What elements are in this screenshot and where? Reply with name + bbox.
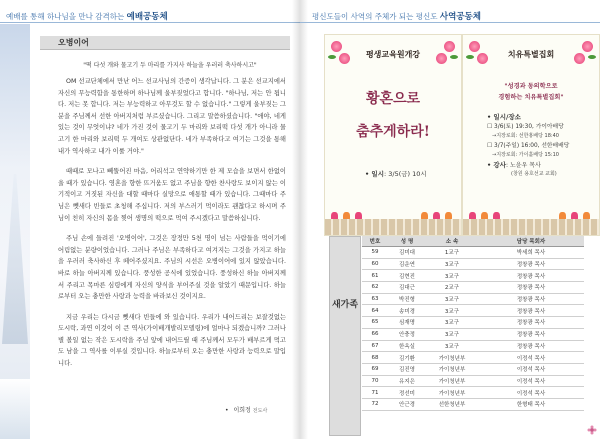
lifelong-education-card bbox=[324, 34, 462, 236]
cell-group: 1교구 bbox=[426, 247, 478, 259]
right-header bbox=[312, 10, 481, 22]
table-row bbox=[362, 247, 584, 259]
card2-speaker-value: : 노윤우 목사 bbox=[505, 161, 541, 169]
cell-name: 안충정 bbox=[388, 328, 426, 340]
bullet-icon: • bbox=[487, 160, 494, 169]
checkbox-icon: ☐ bbox=[487, 123, 495, 130]
cell-name: 유지은 bbox=[388, 375, 426, 387]
card1-date-value: : 3/5(금) 10시 bbox=[383, 170, 427, 178]
col-header-group: 소 속 bbox=[426, 236, 478, 247]
cell-number: 64 bbox=[362, 305, 388, 317]
table-row bbox=[362, 305, 584, 317]
cell-number: 67 bbox=[362, 340, 388, 352]
newcomers-table bbox=[362, 236, 584, 411]
table-row bbox=[362, 317, 584, 329]
card2-speaker-label: 강사 bbox=[493, 160, 506, 169]
section-title-bar bbox=[40, 36, 290, 50]
cell-group: 가이청년부 bbox=[426, 352, 478, 364]
article-body bbox=[58, 76, 286, 379]
cell-name: 한옥실 bbox=[388, 340, 426, 352]
newcomers-label-box bbox=[329, 236, 361, 436]
cell-group: 3교구 bbox=[426, 293, 478, 305]
checkbox-icon: ☐ bbox=[487, 142, 495, 149]
bullet-icon: • bbox=[487, 113, 494, 121]
table-row bbox=[362, 293, 584, 305]
right-header-rule bbox=[300, 22, 600, 23]
tulip-fence-decoration bbox=[325, 197, 461, 235]
healing-meeting-card bbox=[462, 34, 600, 236]
cell-pastor: 박세희 목사 bbox=[478, 247, 584, 259]
right-header-prefix: 평신도들이 사역의 주체가 되는 평신도 bbox=[312, 12, 438, 21]
cell-pastor: 정창광 목사 bbox=[478, 293, 584, 305]
cell-number: 68 bbox=[362, 352, 388, 364]
cell-group: 3교구 bbox=[426, 258, 478, 270]
page-fold-shadow bbox=[292, 0, 300, 439]
cell-pastor: 정창광 목사 bbox=[478, 258, 584, 270]
arrow-icon: → bbox=[492, 133, 497, 139]
cell-group: 2교구 bbox=[426, 282, 478, 294]
snow-ground bbox=[0, 379, 30, 439]
card2-session1: 3/6(토) 19:30, 가이아배당 bbox=[494, 123, 564, 130]
article-paragraph-1: OM 선교단체에서 만난 어느 선교사님의 간증이 생각납니다. 그 분은 선교지에서 자신의 무능력함을 통한하며 하나님께 울부짖었다고 합니다. "하나님, 저는 안 됩니다. 저는 못 합니다. 저는 부능력하고 아무것도 할 수 없습니다." 그렇게 울부짖는 그 분을 주님께서 선한 아버지처럼 부르셨습니다. 그리고 말씀하셨습니다. "애야, 네게 있는 것이 무엇이냐? 네가 가진 것이 물고기 두 마리와 보리떡 다섯 개가 아니라 물고기 한 마리와 보리떡 두 개여도 상관없단다. 네가 부족하다고 여기는 그것을 통해 내가 역사하고 내가 이룰 거야." bbox=[58, 78, 286, 155]
cell-group: 3교구 bbox=[426, 328, 478, 340]
left-header bbox=[6, 10, 168, 22]
card2-subtitle-line2: 경험하는 치유특별집회" bbox=[498, 94, 564, 101]
cell-group: 3교구 bbox=[426, 340, 478, 352]
table-row bbox=[362, 328, 584, 340]
table-row bbox=[362, 398, 584, 410]
card2-when-label: 일시/장소 bbox=[493, 113, 521, 121]
cell-number: 72 bbox=[362, 398, 388, 410]
right-header-church: 사역공동체 bbox=[439, 12, 481, 22]
signature bbox=[225, 405, 267, 414]
bullet-icon: • bbox=[365, 170, 372, 178]
table-row bbox=[362, 363, 584, 375]
card2-info bbox=[487, 113, 597, 180]
page-fold-shadow bbox=[300, 0, 308, 439]
article-paragraph-4: 지금 우리는 다시금 뻿새다 빈들에 와 있습니다. 우리가 내어드리는 보잘것없는 도시락, 과연 이것이 이 큰 역사(가이배개발리모델링)에 얼마나 되겠습니까? 그러나 별 볼일 없는 작은 도시락을 주님 앞에 내어드릴 때 주님께서 모두가 배부르게 먹고도 남을 그 역사를 이루실 것입니다. 하늘로부터 오는 충만한 사랑과 능력으로 말입니다. bbox=[58, 313, 286, 368]
cell-pastor: 정창광 목사 bbox=[478, 317, 584, 329]
card1-title: 평생교육원개강 bbox=[365, 50, 421, 59]
cell-name: 심재명 bbox=[388, 317, 426, 329]
card2-session1-sub: 지장로회: 선한홍배당 18:40 bbox=[496, 133, 559, 139]
card2-subtitle-line1: "성경과 동의학으로 bbox=[504, 83, 558, 90]
cell-number: 62 bbox=[362, 282, 388, 294]
card2-session2: 3/7(주일) 16:00, 선한배배당 bbox=[494, 142, 570, 149]
card2-title: 치유특별집회 bbox=[507, 50, 555, 59]
cell-group: 선한청년부 bbox=[426, 398, 478, 410]
cell-number: 65 bbox=[362, 317, 388, 329]
cell-pastor: 한형태 목사 bbox=[478, 398, 584, 410]
cell-number: 66 bbox=[362, 328, 388, 340]
cell-number: 70 bbox=[362, 375, 388, 387]
cell-name: 김현진 bbox=[388, 270, 426, 282]
cell-group: 3교구 bbox=[426, 305, 478, 317]
left-header-prefix: 예배를 통해 하나님을 만나 감격하는 bbox=[6, 12, 125, 21]
cell-name: 정선미 bbox=[388, 387, 426, 399]
card1-banner-line2: 춤추게하라! bbox=[356, 124, 430, 140]
cell-pastor: 이정석 목사 bbox=[478, 375, 584, 387]
snow-tree-shape bbox=[2, 174, 28, 344]
card2-speaker-sub: (창원 용호선교 교회) bbox=[511, 171, 557, 177]
card1-date bbox=[365, 169, 427, 178]
cell-number: 60 bbox=[362, 258, 388, 270]
card1-date-label: 일시 bbox=[371, 170, 384, 178]
cell-number: 59 bbox=[362, 247, 388, 259]
table-row bbox=[362, 387, 584, 399]
cell-name: 김운연 bbox=[388, 258, 426, 270]
left-header-rule bbox=[0, 22, 300, 23]
cell-number: 61 bbox=[362, 270, 388, 282]
cell-group: 3교구 bbox=[426, 317, 478, 329]
article-paragraph-2: 때때로 모나고 뻬뚤어진 마음, 어리석고 연약하기만 한 제 모습을 보면서 한없이 울 때가 있습니다. 영혼을 향한 뜨거움도 없고 주님을 향한 찬사랑도 보이지 않는 이기적이고 거짓된 자신을 대할 때마다 실망으로 애통할 때가 있습니다. 그때마다 주님은 뻿새다 빈들로 초청해 주십니다. 저의 부스러기 먹이라도 괜찮다고 하시며 주님이 친히 자신의 몸을 찢어 생명의 떡으로 먹여 주시겠다고 말씀하십니다. bbox=[58, 168, 286, 222]
cell-pastor: 이정석 목사 bbox=[478, 352, 584, 364]
section-title: 오병이어 bbox=[58, 38, 89, 47]
fence bbox=[463, 219, 599, 235]
bullet-icon: • bbox=[225, 407, 229, 414]
signature-role: 전도사 bbox=[252, 408, 268, 414]
cell-name: 송미경 bbox=[388, 305, 426, 317]
cell-pastor: 정창광 목사 bbox=[478, 340, 584, 352]
table-row bbox=[362, 375, 584, 387]
card1-banner-line1: 황혼으로 bbox=[365, 91, 421, 107]
cell-name: 김기환 bbox=[388, 352, 426, 364]
flower-ornament-icon bbox=[587, 425, 597, 435]
newcomers-label: 새가족 bbox=[331, 300, 359, 310]
table-header-row bbox=[362, 236, 584, 247]
card2-subtitle bbox=[463, 81, 599, 103]
arrow-icon: → bbox=[492, 152, 497, 158]
cell-pastor: 이정석 목사 bbox=[478, 363, 584, 375]
cell-group: 가이청년부 bbox=[426, 375, 478, 387]
cell-name: 안근경 bbox=[388, 398, 426, 410]
cell-number: 63 bbox=[362, 293, 388, 305]
cell-pastor: 정창광 목사 bbox=[478, 282, 584, 294]
cell-pastor: 이정석 목사 bbox=[478, 387, 584, 399]
cell-group: 3교구 bbox=[426, 270, 478, 282]
table-row bbox=[362, 340, 584, 352]
table-row bbox=[362, 258, 584, 270]
table-row bbox=[362, 282, 584, 294]
cell-pastor: 정창광 목사 bbox=[478, 328, 584, 340]
fence bbox=[325, 219, 461, 235]
table-row bbox=[362, 352, 584, 364]
cell-pastor: 정창광 목사 bbox=[478, 270, 584, 282]
scripture-verse: "떡 다섯 개와 물고기 두 마리를 가지사 하늘을 우러러 축사하시고" bbox=[83, 62, 257, 69]
cell-number: 71 bbox=[362, 387, 388, 399]
signature-name: 이희정 bbox=[233, 407, 251, 414]
article-paragraph-3: 주님 손에 들려진 '오병이어', 그것은 장정만 5천 명이 넘는 사람들을 먹이기에 어림없는 분량이었습니다. 그러나 주님은 부족하다고 여겨지는 그것을 가지고 하늘을 우러러 축사하신 후 떼어주셨지요. 주님의 시선은 오병이어에 있지 않았습니다. 바로 하늘 아버지께 있습니다. 풍성한 공식에 있었습니다. 풍성하신 하늘 아버지께서 주리고 목마른 심령에게 자신의 양식을 부어주실 것을 알았기 때문입니다. 하늘로부터 오는 충만한 사랑과 능력을 바라보신 것이지요. bbox=[58, 235, 286, 301]
table-row bbox=[362, 270, 584, 282]
cell-pastor: 정창광 목사 bbox=[478, 305, 584, 317]
left-header-church: 예배공동체 bbox=[126, 12, 168, 22]
cell-name: 김진영 bbox=[388, 363, 426, 375]
col-header-pastor: 담당 목회자 bbox=[478, 236, 584, 247]
winter-tree-photo bbox=[0, 24, 30, 439]
cell-name: 김미대 bbox=[388, 247, 426, 259]
cell-group: 가이청년부 bbox=[426, 387, 478, 399]
col-header-number: 번호 bbox=[362, 236, 388, 247]
right-page bbox=[300, 0, 600, 439]
cell-name: 김대근 bbox=[388, 282, 426, 294]
cell-group: 가이청년부 bbox=[426, 363, 478, 375]
card2-session2-sub: 지장로회: 가이홀배당 15:10 bbox=[496, 152, 559, 158]
col-header-name: 성 명 bbox=[388, 236, 426, 247]
tulip-fence-decoration bbox=[463, 197, 599, 235]
cell-number: 69 bbox=[362, 363, 388, 375]
cell-name: 박진형 bbox=[388, 293, 426, 305]
